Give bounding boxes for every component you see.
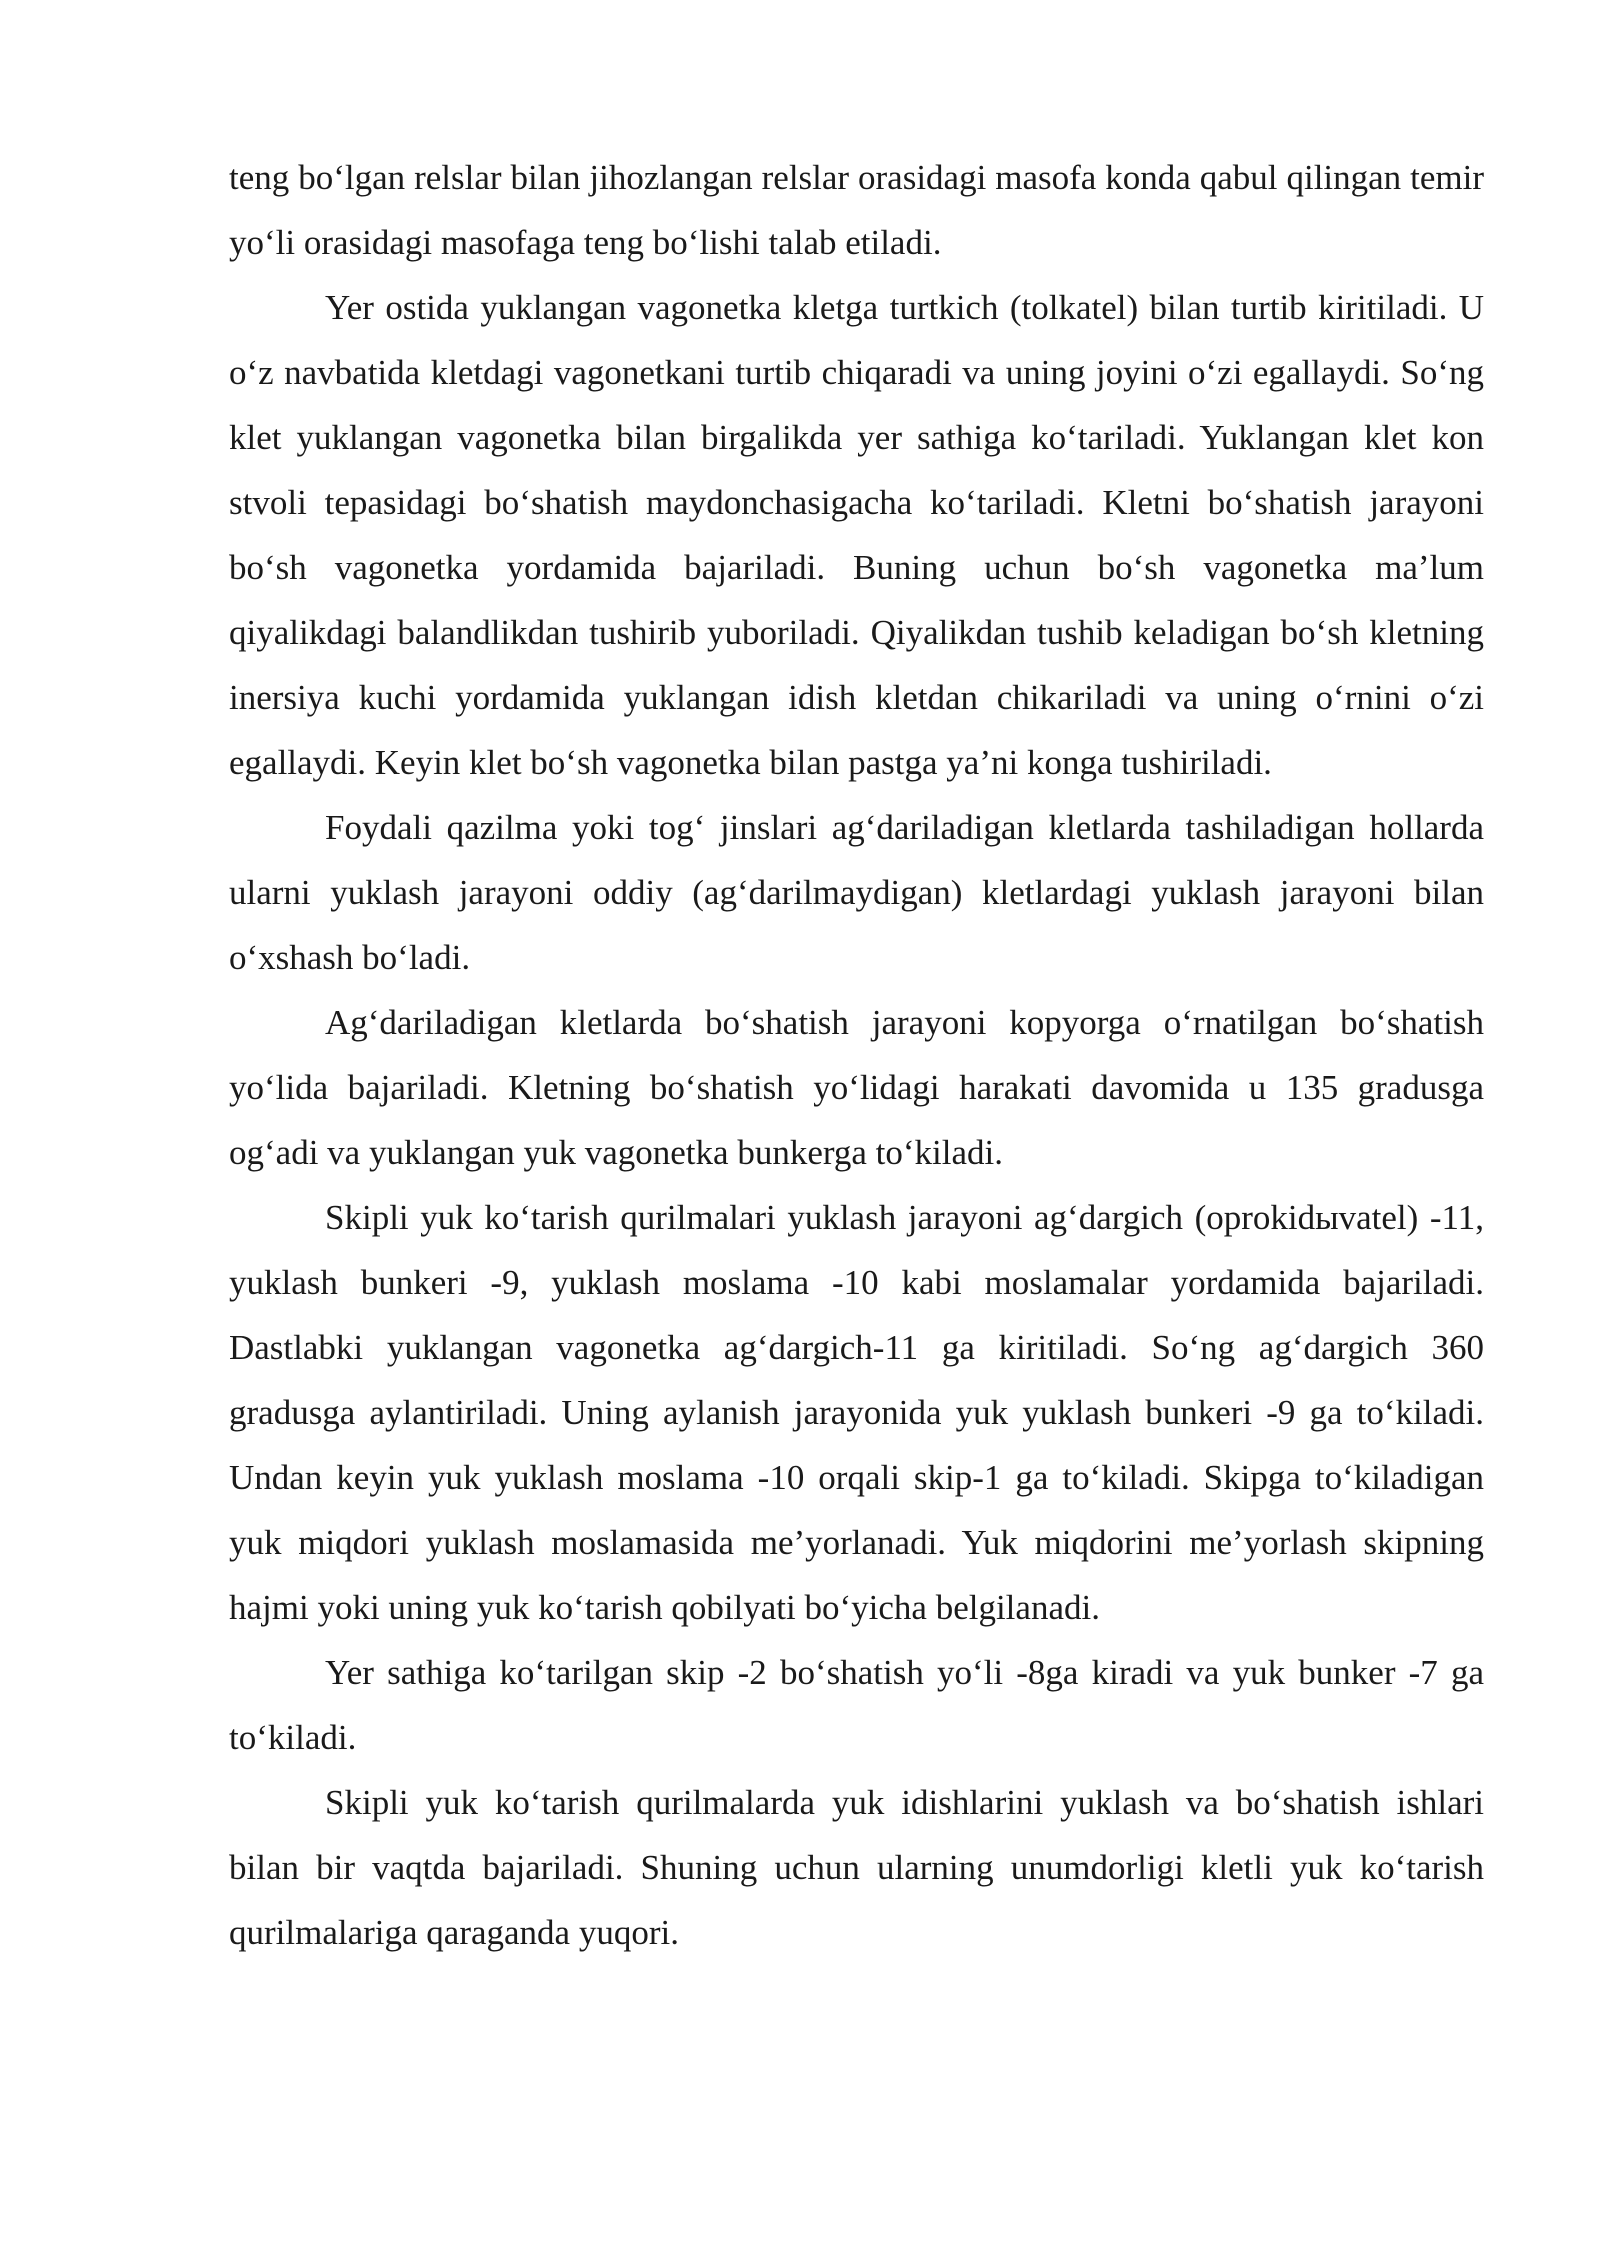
paragraph: Ag‘dariladigan kletlarda bo‘shatish jarayoni kopyorga o‘rnatilgan bo‘shatish yo‘lida bajariladi. Kletning bo‘shatish yo‘lidagi harakati davomida u 135 gradusga og‘adi va yuklangan yuk vagonetka bunkerga to‘kiladi. xyxy=(229,1003,1484,1172)
paragraph: Yer ostida yuklangan vagonetka kletga turtkich (tolkatel) bilan turtib kiritiladi. U o‘z navbatida kletdagi vagonetkani turtib chiqaradi va uning joyini o‘zi egallaydi. So‘ng klet yuklangan vagonetka bilan birgalikda yer sathiga ko‘tariladi. Yuklangan klet kon stvoli tepasidagi bo‘shatish maydonchasigacha ko‘tariladi. Kletni bo‘shatish jarayoni bo‘sh vagonetka yordamida bajariladi. Buning uchun bo‘sh vagonetka ma’lum qiyalikdagi balandlikdan tushirib yuboriladi. Qiyalikdan tushib keladigan bo‘sh kletning inersiya kuchi yordamida yuklangan idish kletdan chikariladi va uning o‘rnini o‘zi egallaydi. Keyin klet bo‘sh vagonetka bilan pastga ya’ni konga tushiriladi. xyxy=(229,288,1484,782)
paragraph: Skipli yuk ko‘tarish qurilmalarda yuk idishlarini yuklash va bo‘shatish ishlari bilan bir vaqtda bajariladi. Shuning uchun ularning unumdorligi kletli yuk ko‘tarish qurilmalariga qaraganda yuqori. xyxy=(229,1783,1484,1952)
paragraph: Foydali qazilma yoki tog‘ jinslari ag‘dariladigan kletlarda tashiladigan hollarda ularni yuklash jarayoni oddiy (ag‘darilmaydigan) kletlardagi yuklash jarayoni bilan o‘xshash bo‘ladi. xyxy=(229,808,1484,977)
paragraph: Yer sathiga ko‘tarilgan skip -2 bo‘shatish yo‘li -8ga kiradi va yuk bunker -7 ga to‘kiladi. xyxy=(229,1653,1484,1757)
paragraph-continuation: teng bo‘lgan relslar bilan jihozlangan relslar orasidagi masofa konda qabul qilingan temir yo‘li orasidagi masofaga teng bo‘lishi talab etiladi. xyxy=(229,158,1484,262)
document-body xyxy=(229,145,1484,1965)
paragraph: Skipli yuk ko‘tarish qurilmalari yuklash jarayoni ag‘dargich (oprokidыvatel) -11, yuklash bunkeri -9, yuklash moslama -10 kabi moslamalar yordamida bajariladi. Dastlabki yuklangan vagonetka ag‘dargich-11 ga kiritiladi. So‘ng ag‘dargich 360 gradusga aylantiriladi. Uning aylanish jarayonida yuk yuklash bunkeri -9 ga to‘kiladi. Undan keyin yuk yuklash moslama -10 orqali skip-1 ga to‘kiladi. Skipga to‘kiladigan yuk miqdori yuklash moslamasida me’yorlanadi. Yuk miqdorini me’yorlash skipning hajmi yoki uning yuk ko‘tarish qobilyati bo‘yicha belgilanadi. xyxy=(229,1198,1484,1627)
